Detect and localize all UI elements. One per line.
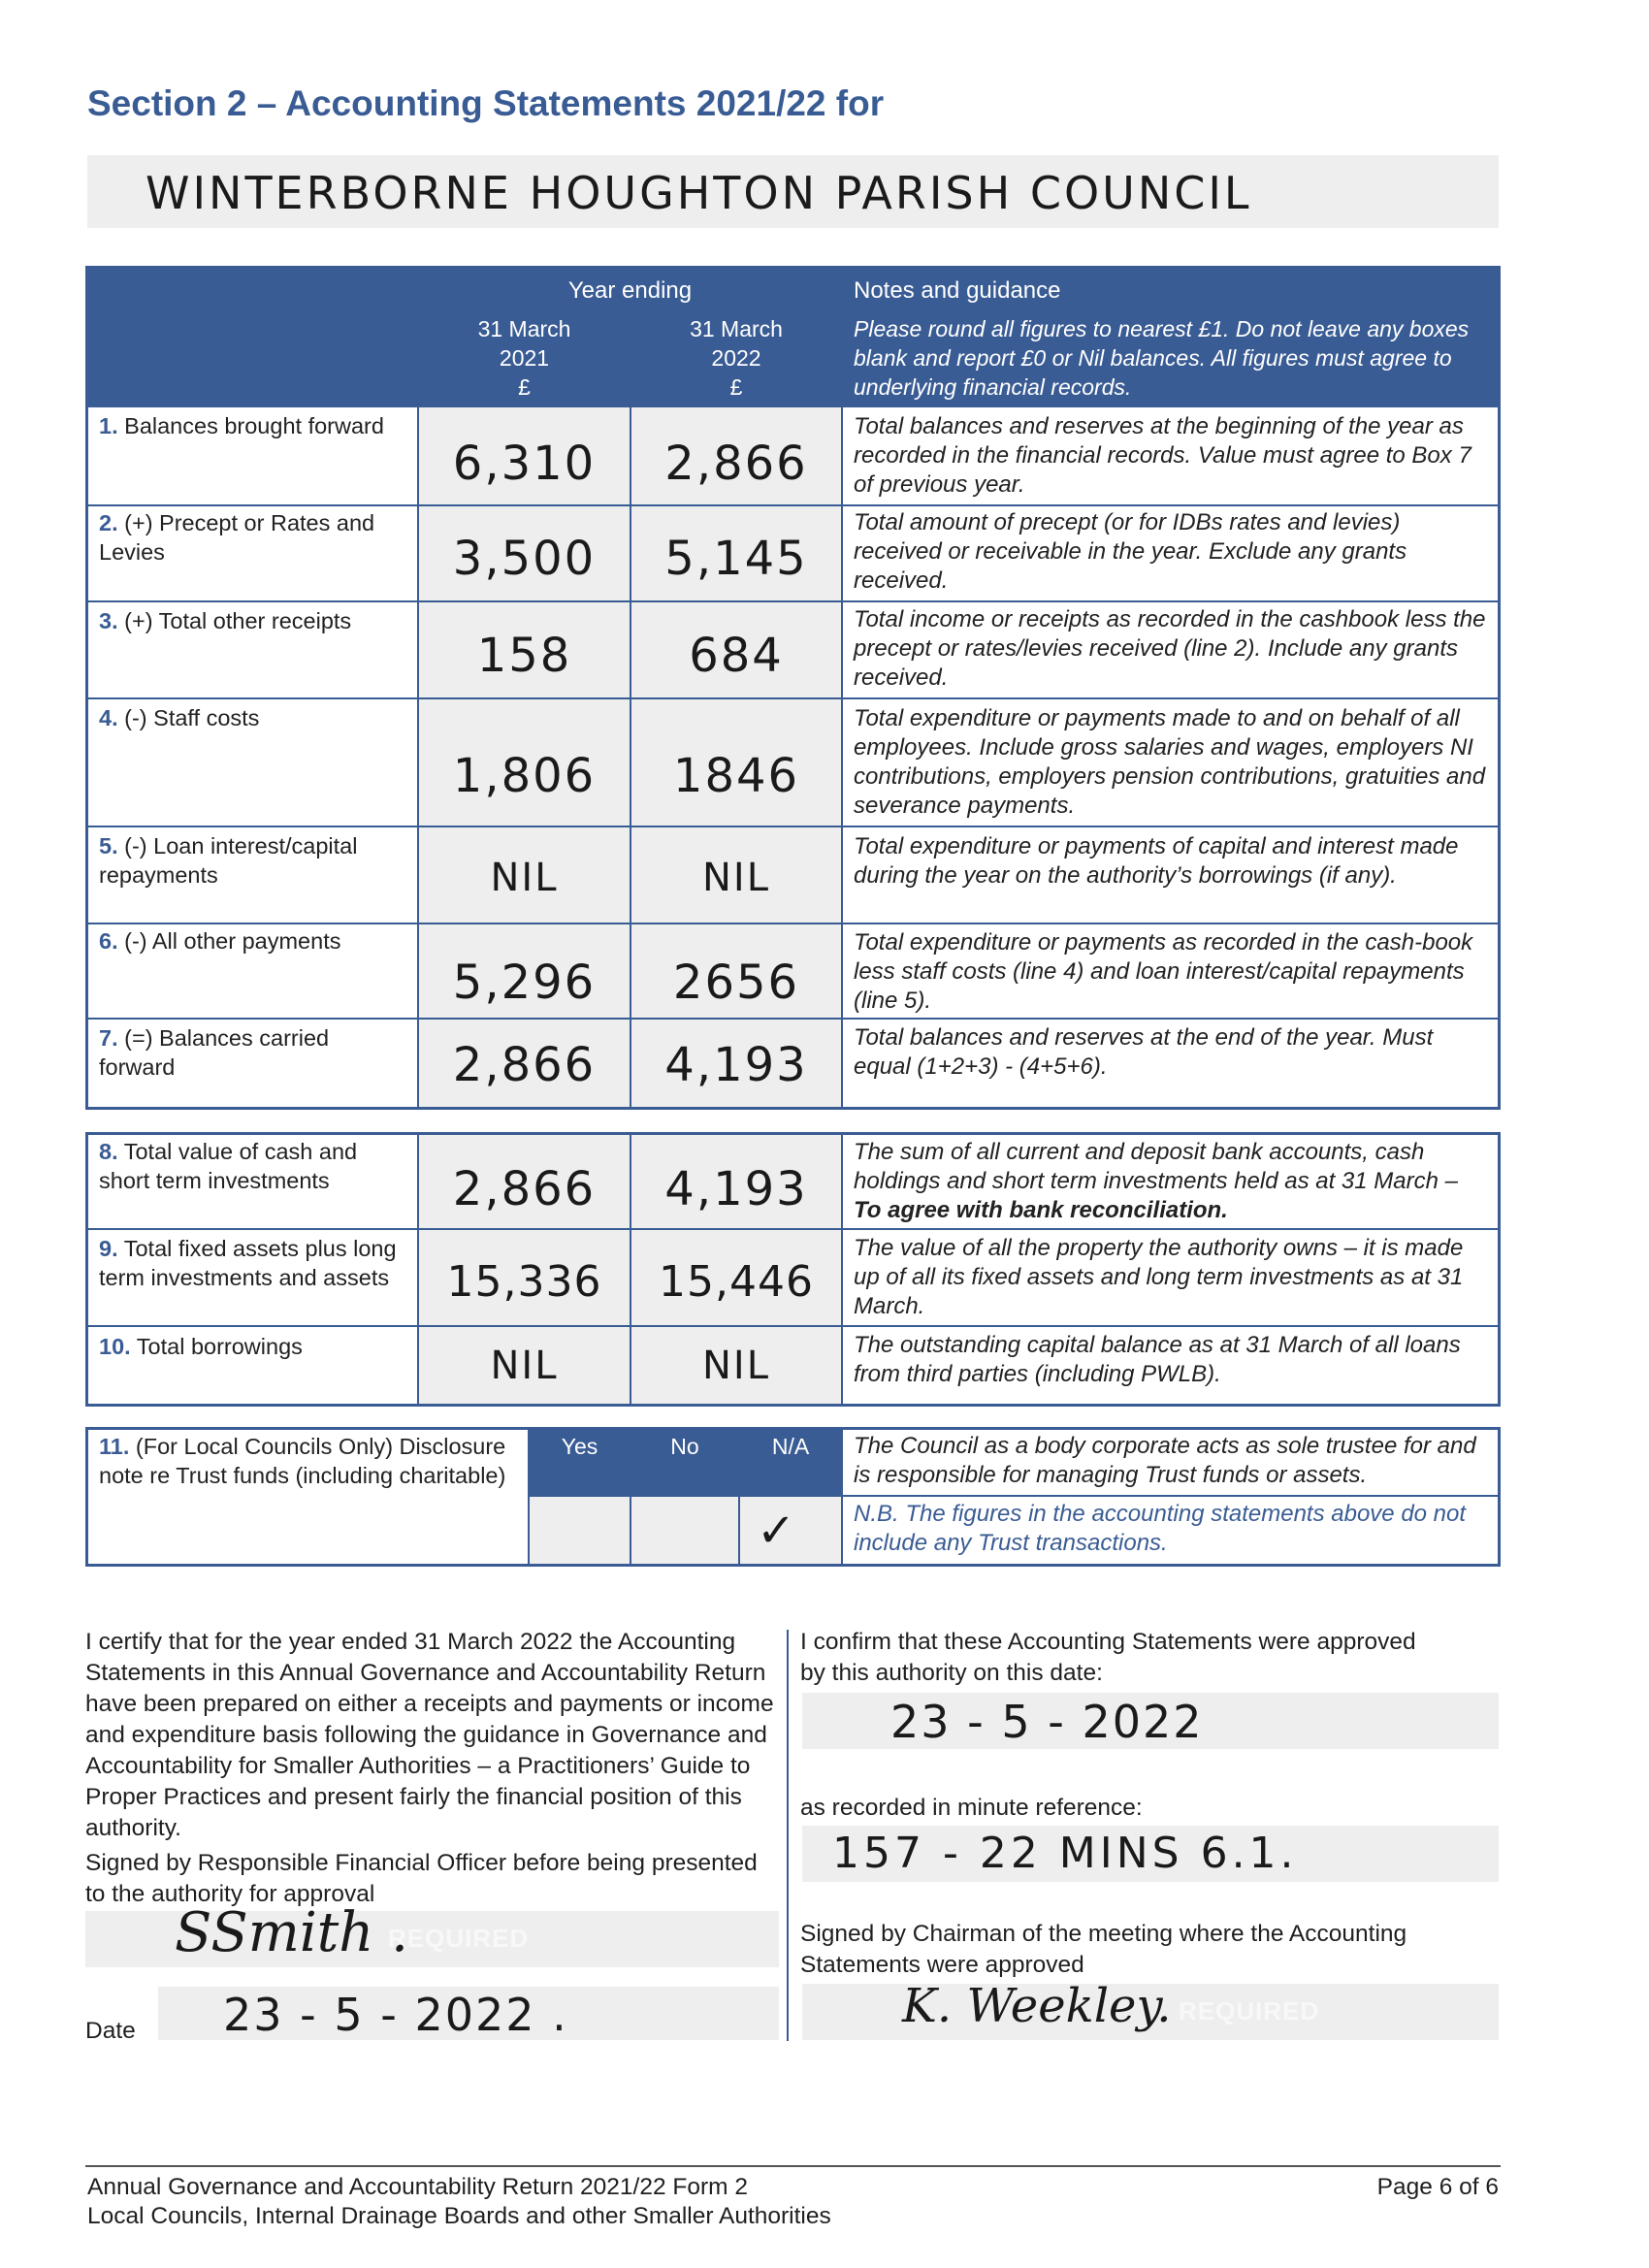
row-label: Total value of cash and short term investments bbox=[99, 1139, 358, 1193]
grid-line bbox=[85, 1132, 1501, 1135]
footer-line-2: Local Councils, Internal Drainage Boards and other Smaller Authorities bbox=[87, 2203, 831, 2229]
row-number: 11. bbox=[99, 1434, 130, 1459]
grid-line bbox=[85, 266, 1501, 269]
grid-line bbox=[85, 1427, 88, 1567]
grid-line bbox=[85, 1427, 1501, 1430]
col-2022-line1: 31 March bbox=[690, 316, 783, 341]
row-label: (+) Precept or Rates and Levies bbox=[99, 510, 375, 565]
grid-line bbox=[85, 1564, 1501, 1567]
row-10-label bbox=[99, 1332, 409, 1361]
grid-line bbox=[841, 1495, 1501, 1497]
table-header-label-cell bbox=[87, 268, 418, 407]
row-number: 10. bbox=[99, 1334, 131, 1359]
col-2021-header bbox=[418, 314, 630, 402]
row-2-value-2022[interactable]: 5,145 bbox=[664, 532, 808, 586]
row-number: 9. bbox=[99, 1236, 118, 1261]
col-2022-header bbox=[630, 314, 842, 402]
grid-line bbox=[85, 600, 1501, 602]
grid-line bbox=[85, 697, 1501, 699]
row-8-note-text: The sum of all current and deposit bank accounts, cash holdings and short term investments held as at 31 March – bbox=[854, 1139, 1458, 1194]
trust-yes-label: Yes bbox=[561, 1434, 598, 1459]
signature-required-watermark: REQUIRED bbox=[1179, 1996, 1320, 2025]
grid-line bbox=[1498, 266, 1501, 1110]
row-7-label bbox=[99, 1023, 409, 1082]
tick-icon: ✓ bbox=[757, 1504, 796, 1558]
rfo-signed-label: Signed by Responsible Financial Officer before being presented to the authority for approval bbox=[85, 1850, 758, 1907]
row-label: Total borrowings bbox=[136, 1334, 303, 1359]
certify-divider bbox=[787, 1630, 789, 2041]
row-9-value-2022[interactable]: 15,446 bbox=[659, 1257, 814, 1307]
trust-note-1: The Council as a body corporate acts as sole trustee for and is responsible for managing Trust funds or assets. bbox=[854, 1433, 1476, 1488]
row-5-value-2021[interactable]: NIL bbox=[490, 856, 559, 900]
row-1-value-2022[interactable]: 2,866 bbox=[664, 437, 808, 491]
row-label: (=) Balances carried forward bbox=[99, 1025, 330, 1080]
row-label: Balances brought forward bbox=[124, 413, 384, 438]
row-5-label bbox=[99, 831, 409, 890]
row-4-label bbox=[99, 703, 409, 732]
trust-note-2: N.B. The figures in the accounting statements above do not include any Trust transactions. bbox=[854, 1501, 1467, 1556]
row-10-value-2022[interactable]: NIL bbox=[701, 1344, 770, 1388]
grid-line bbox=[85, 1325, 1501, 1327]
grid-line bbox=[85, 923, 1501, 924]
col-2021-line1: 31 March bbox=[477, 316, 571, 341]
confirm-text: I confirm that these Accounting Statements were approved by this authority on this date: bbox=[800, 1629, 1416, 1686]
grid-line bbox=[85, 1132, 88, 1407]
grid-line bbox=[85, 1228, 1501, 1230]
row-8-value-2022[interactable]: 4,193 bbox=[664, 1162, 808, 1216]
trust-yes-checkbox[interactable] bbox=[531, 1499, 629, 1563]
notes-header: Notes and guidance bbox=[854, 277, 1061, 304]
date-label: Date bbox=[85, 2018, 136, 2044]
row-8-value-2021[interactable]: 2,866 bbox=[452, 1162, 597, 1216]
row-6-value-2021[interactable]: 5,296 bbox=[452, 956, 597, 1010]
footer-line-1: Annual Governance and Accountability Return 2021/22 Form 2 bbox=[87, 2174, 748, 2200]
approval-date-value: 23 - 5 - 2022 bbox=[890, 1696, 1204, 1748]
row-9-label bbox=[99, 1234, 409, 1292]
row-1-label bbox=[99, 411, 409, 440]
row-number: 6. bbox=[99, 928, 118, 954]
row-3-label bbox=[99, 606, 409, 635]
col-2021-line3: £ bbox=[518, 374, 531, 400]
row-9-note: The value of all the property the authority owns – it is made up of all its fixed assets and long term investments as at 31 March. bbox=[854, 1235, 1464, 1319]
row-5-value-2022[interactable]: NIL bbox=[701, 856, 770, 900]
row-6-note: Total expenditure or payments as recorded in the cash-book less staff costs (line 4) and loan interest/capital repayments (line 5). bbox=[854, 929, 1473, 1014]
trust-na-label: N/A bbox=[771, 1434, 810, 1459]
row-number: 8. bbox=[99, 1139, 118, 1164]
trust-no-checkbox[interactable] bbox=[632, 1499, 737, 1563]
minute-reference-value: 157 - 22 MINS 6.1. bbox=[832, 1829, 1298, 1878]
row-2-note: Total amount of precept (or for IDBs rates and levies) received or receivable in the year. Exclude any grants received. bbox=[854, 509, 1407, 594]
grid-line bbox=[85, 504, 1501, 506]
row-6-label bbox=[99, 926, 409, 956]
year-ending-label: Year ending bbox=[567, 277, 693, 304]
row-11-label bbox=[99, 1432, 516, 1490]
row-4-value-2021[interactable]: 1,806 bbox=[452, 749, 597, 803]
row-number: 1. bbox=[99, 413, 118, 438]
grid-line bbox=[1498, 1427, 1501, 1567]
row-10-value-2021[interactable]: NIL bbox=[490, 1344, 559, 1388]
grid-line bbox=[85, 1018, 1501, 1020]
row-label: (+) Total other receipts bbox=[124, 608, 352, 633]
authority-name: WINTERBORNE HOUGHTON PARISH COUNCIL bbox=[146, 167, 1252, 219]
row-label: Total fixed assets plus long term investments and assets bbox=[99, 1236, 397, 1290]
row-1-note: Total balances and reserves at the beginning of the year as recorded in the financial records. Value must agree to Box 7 of previous year. bbox=[854, 413, 1471, 498]
row-8-note bbox=[854, 1138, 1489, 1225]
row-label: (For Local Councils Only) Disclosure note re Trust funds (including charitable) bbox=[99, 1434, 506, 1488]
row-number: 3. bbox=[99, 608, 118, 633]
chairman-signature: K. Weekley. bbox=[902, 1979, 1172, 2033]
row-3-note: Total income or receipts as recorded in the cashbook less the precept or rates/levies received (line 2). Include any grants received. bbox=[854, 606, 1486, 691]
certify-text: I certify that for the year ended 31 March 2022 the Accounting Statements in this Annual Governance and Accountability Return have been prepared on either a receipts and payments or income and expenditure basis following the guidance in Governance and Accountability for Smaller Authorities – a Practitioners’ Guide to Proper Practices and present fairly the financial position of this authority. bbox=[85, 1629, 774, 1841]
row-3-value-2022[interactable]: 684 bbox=[689, 629, 784, 683]
row-7-value-2021[interactable]: 2,866 bbox=[452, 1038, 597, 1092]
row-4-value-2022[interactable]: 1846 bbox=[672, 749, 800, 803]
col-2022-line3: £ bbox=[729, 374, 743, 400]
col-2022-line2: 2022 bbox=[711, 345, 761, 371]
row-9-value-2021[interactable]: 15,336 bbox=[446, 1257, 602, 1307]
page-number: Page 6 of 6 bbox=[1376, 2174, 1499, 2200]
grid-line bbox=[85, 826, 1501, 827]
grid-line bbox=[85, 266, 88, 1110]
signature-required-watermark: REQUIRED bbox=[388, 1924, 530, 1953]
col-2021-line2: 2021 bbox=[499, 345, 550, 371]
row-1-value-2021[interactable]: 6,310 bbox=[452, 437, 597, 491]
row-4-note: Total expenditure or payments made to and on behalf of all employees. Include gross salaries and wages, employers NI contributions, employers pension contributions, gratuities and severance payments. bbox=[854, 705, 1486, 819]
row-8-note-bold: To agree with bank reconciliation. bbox=[854, 1197, 1228, 1223]
grid-line bbox=[85, 1107, 1501, 1110]
row-label: (-) All other payments bbox=[124, 928, 341, 954]
row-7-note: Total balances and reserves at the end of the year. Must equal (1+2+3) - (4+5+6). bbox=[854, 1024, 1434, 1080]
row-number: 7. bbox=[99, 1025, 118, 1051]
row-7-value-2022[interactable]: 4,193 bbox=[664, 1038, 808, 1092]
row-number: 4. bbox=[99, 705, 118, 730]
grid-line bbox=[85, 1404, 1501, 1407]
row-number: 2. bbox=[99, 510, 118, 535]
row-5-note: Total expenditure or payments of capital and interest made during the year on the authority’s borrowings (if any). bbox=[854, 833, 1459, 889]
minute-label: as recorded in minute reference: bbox=[800, 1795, 1143, 1821]
row-2-label bbox=[99, 508, 409, 567]
row-label: (-) Staff costs bbox=[124, 705, 260, 730]
footer-rule bbox=[85, 2165, 1501, 2167]
row-10-note: The outstanding capital balance as at 31 March of all loans from third parties (including PWLB). bbox=[854, 1332, 1461, 1387]
row-3-value-2021[interactable]: 158 bbox=[476, 629, 572, 683]
row-8-label bbox=[99, 1137, 409, 1195]
row-label: (-) Loan interest/capital repayments bbox=[99, 833, 358, 888]
row-2-value-2021[interactable]: 3,500 bbox=[452, 532, 597, 586]
row-6-value-2022[interactable]: 2656 bbox=[672, 956, 800, 1010]
section-title: Section 2 – Accounting Statements 2021/22 for bbox=[87, 83, 885, 123]
rfo-date-value: 23 - 5 - 2022 . bbox=[223, 1989, 568, 2041]
rfo-signature: SSmith . bbox=[175, 1901, 408, 1964]
chairman-signed-label: Signed by Chairman of the meeting where the Accounting Statements were approved bbox=[800, 1921, 1407, 1978]
row-number: 5. bbox=[99, 833, 118, 859]
grid-line bbox=[1498, 1132, 1501, 1407]
notes-intro: Please round all figures to nearest £1. Do not leave any boxes blank and report £0 or Nil balances. All figures must agree to underlying financial records. bbox=[854, 316, 1470, 400]
trust-no-label: No bbox=[670, 1434, 699, 1459]
